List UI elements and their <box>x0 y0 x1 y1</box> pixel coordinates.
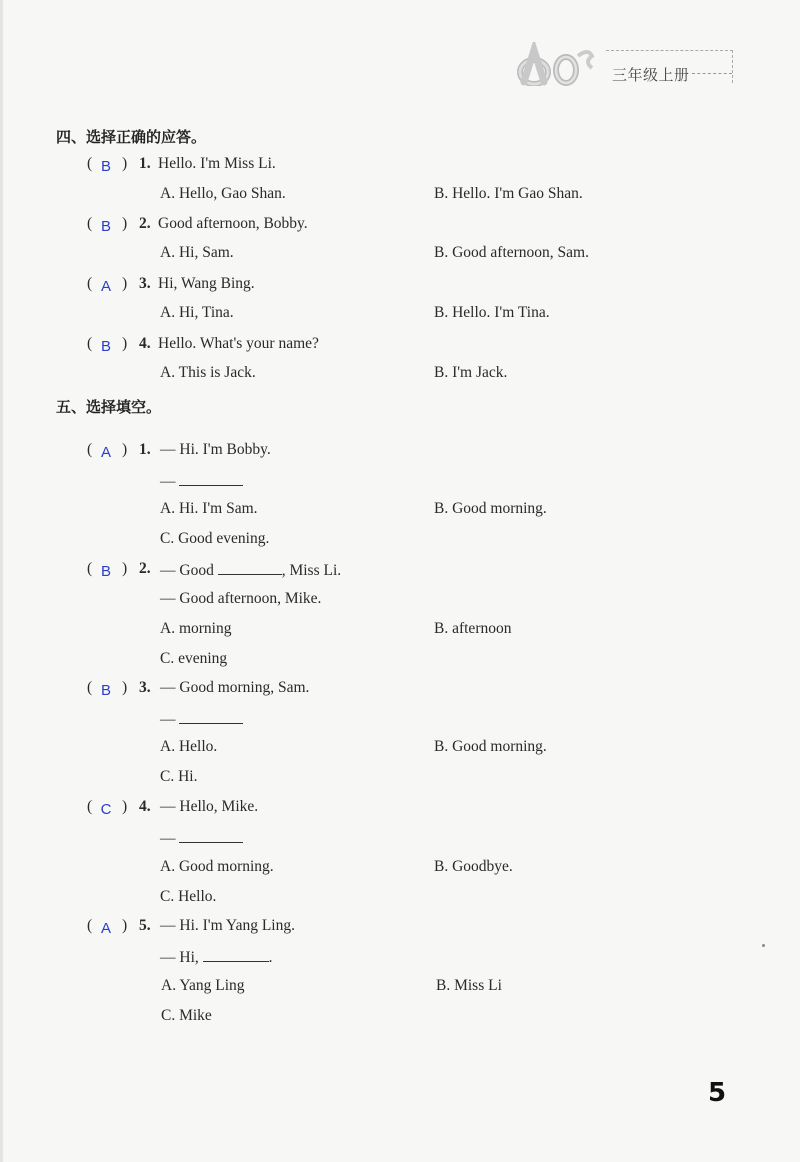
question-text: Good afternoon, Bobby. <box>158 215 308 232</box>
s4-q2-options <box>0 244 800 268</box>
paren-open: ( <box>87 679 93 696</box>
paren-close: ) <box>122 798 128 815</box>
answer-blank <box>203 947 269 962</box>
option-b: B. afternoon <box>434 620 512 637</box>
answer-mark: A <box>100 920 111 937</box>
s5-q2-option-c <box>0 650 800 674</box>
paren-open: ( <box>87 917 93 934</box>
option-a: A. Good morning. <box>160 858 274 875</box>
paren-close: ) <box>122 679 128 696</box>
paren-open: ( <box>87 560 93 577</box>
s5-q1 <box>0 441 800 465</box>
option-c: C. evening <box>160 650 228 667</box>
option-b: B. Good morning. <box>434 738 547 755</box>
paren-close: ) <box>122 335 128 352</box>
option-b: B. Good morning. <box>434 500 547 517</box>
question-text: — Good morning, Sam. <box>160 679 310 696</box>
s5-q2-response <box>0 590 800 614</box>
book-logo-icon <box>512 42 602 86</box>
answer-mark: B <box>100 338 111 355</box>
question-number: 3. <box>139 679 151 696</box>
paren-close: ) <box>122 441 128 458</box>
s5-q4-option-c <box>0 888 800 912</box>
section-4-title: 四、选择正确的应答。 <box>56 128 207 146</box>
paren-close: ) <box>122 275 128 292</box>
option-c: C. Good evening. <box>160 530 270 547</box>
answer-mark: C <box>100 801 112 818</box>
s5-q2-options <box>0 620 800 644</box>
s5-q5 <box>0 917 800 941</box>
question-text <box>160 560 341 580</box>
paren-open: ( <box>87 215 93 232</box>
s4-q1 <box>0 155 800 179</box>
s5-q4-response <box>0 828 800 852</box>
question-number: 2. <box>139 215 151 232</box>
answer-blank <box>179 709 243 724</box>
response-text-post: . <box>268 949 273 966</box>
page-number: 5 <box>708 1078 727 1108</box>
option-b: B. I'm Jack. <box>434 364 508 381</box>
s5-q4-options <box>0 858 800 882</box>
option-c: C. Hello. <box>160 888 217 905</box>
paren-open: ( <box>87 798 93 815</box>
question-number: 1. <box>139 441 151 458</box>
s4-q4 <box>0 335 800 359</box>
answer-mark: B <box>100 158 111 175</box>
option-a: A. Hi. I'm Sam. <box>160 500 258 517</box>
option-c: C. Hi. <box>160 768 198 785</box>
question-text: Hello. I'm Miss Li. <box>158 155 276 172</box>
question-text-pre: — Good <box>160 562 214 579</box>
answer-mark: A <box>100 278 111 295</box>
question-text: Hello. What's your name? <box>158 335 319 352</box>
response-line <box>160 471 243 491</box>
s5-q3-options <box>0 738 800 762</box>
paren-close: ) <box>122 215 128 232</box>
scan-speck <box>762 944 765 947</box>
paren-open: ( <box>87 155 93 172</box>
s4-q2 <box>0 215 800 239</box>
s5-q1-option-c <box>0 530 800 554</box>
paren-open: ( <box>87 275 93 292</box>
s5-q1-response <box>0 471 800 495</box>
question-number: 4. <box>139 335 151 352</box>
question-number: 2. <box>139 560 151 577</box>
question-number: 5. <box>139 917 151 934</box>
question-text: — Hi. I'm Bobby. <box>160 441 271 458</box>
s5-q1-options <box>0 500 800 524</box>
response-text-pre: — Hi, <box>160 949 199 966</box>
answer-blank <box>179 828 243 843</box>
option-b: B. Goodbye. <box>434 858 513 875</box>
paren-close: ) <box>122 560 128 577</box>
response-line: — Good afternoon, Mike. <box>160 590 322 607</box>
s5-q3 <box>0 679 800 703</box>
s5-q4 <box>0 798 800 822</box>
option-a: A. Hello, Gao Shan. <box>160 185 286 202</box>
grade-label: 三年级上册 <box>612 66 690 84</box>
option-a: A. Hello. <box>160 738 218 755</box>
s4-q4-options <box>0 364 800 388</box>
question-number: 4. <box>139 798 151 815</box>
s4-q1-options <box>0 185 800 209</box>
answer-mark: B <box>100 563 111 580</box>
response-dash: — <box>160 473 176 490</box>
header-rule <box>692 73 732 74</box>
paren-close: ) <box>122 155 128 172</box>
paren-open: ( <box>87 441 93 458</box>
question-number: 3. <box>139 275 151 292</box>
response-line <box>160 947 273 967</box>
s4-q3-options <box>0 304 800 328</box>
option-b: B. Miss Li <box>436 977 502 994</box>
option-a: A. morning <box>160 620 232 637</box>
question-text: Hi, Wang Bing. <box>158 275 255 292</box>
answer-mark: A <box>100 444 111 461</box>
question-text: — Hi. I'm Yang Ling. <box>160 917 295 934</box>
response-line <box>160 709 243 729</box>
response-dash: — <box>160 711 176 728</box>
option-c: C. Mike <box>161 1007 212 1024</box>
question-number: 1. <box>139 155 151 172</box>
page-header <box>512 42 734 86</box>
s5-q5-option-c <box>0 1007 800 1031</box>
question-text-post: , Miss Li. <box>281 562 342 579</box>
answer-mark: B <box>100 218 111 235</box>
response-dash: — <box>160 830 176 847</box>
answer-mark: B <box>100 682 111 699</box>
option-b: B. Hello. I'm Gao Shan. <box>434 185 583 202</box>
option-a: A. This is Jack. <box>160 364 256 381</box>
option-a: A. Hi, Sam. <box>160 244 234 261</box>
answer-blank <box>218 560 282 575</box>
response-line <box>160 828 243 848</box>
s5-q5-response <box>0 947 800 971</box>
s5-q2 <box>0 560 800 584</box>
question-text: — Hello, Mike. <box>160 798 259 815</box>
answer-blank <box>179 471 243 486</box>
s5-q3-option-c <box>0 768 800 792</box>
paren-close: ) <box>122 917 128 934</box>
s5-q5-options <box>0 977 800 1001</box>
option-b: B. Hello. I'm Tina. <box>434 304 550 321</box>
option-b: B. Good afternoon, Sam. <box>434 244 589 261</box>
option-a: A. Yang Ling <box>161 977 245 994</box>
s4-q3 <box>0 275 800 299</box>
s5-q3-response <box>0 709 800 733</box>
option-a: A. Hi, Tina. <box>160 304 234 321</box>
paren-open: ( <box>87 335 93 352</box>
section-5-title: 五、选择填空。 <box>56 398 162 416</box>
